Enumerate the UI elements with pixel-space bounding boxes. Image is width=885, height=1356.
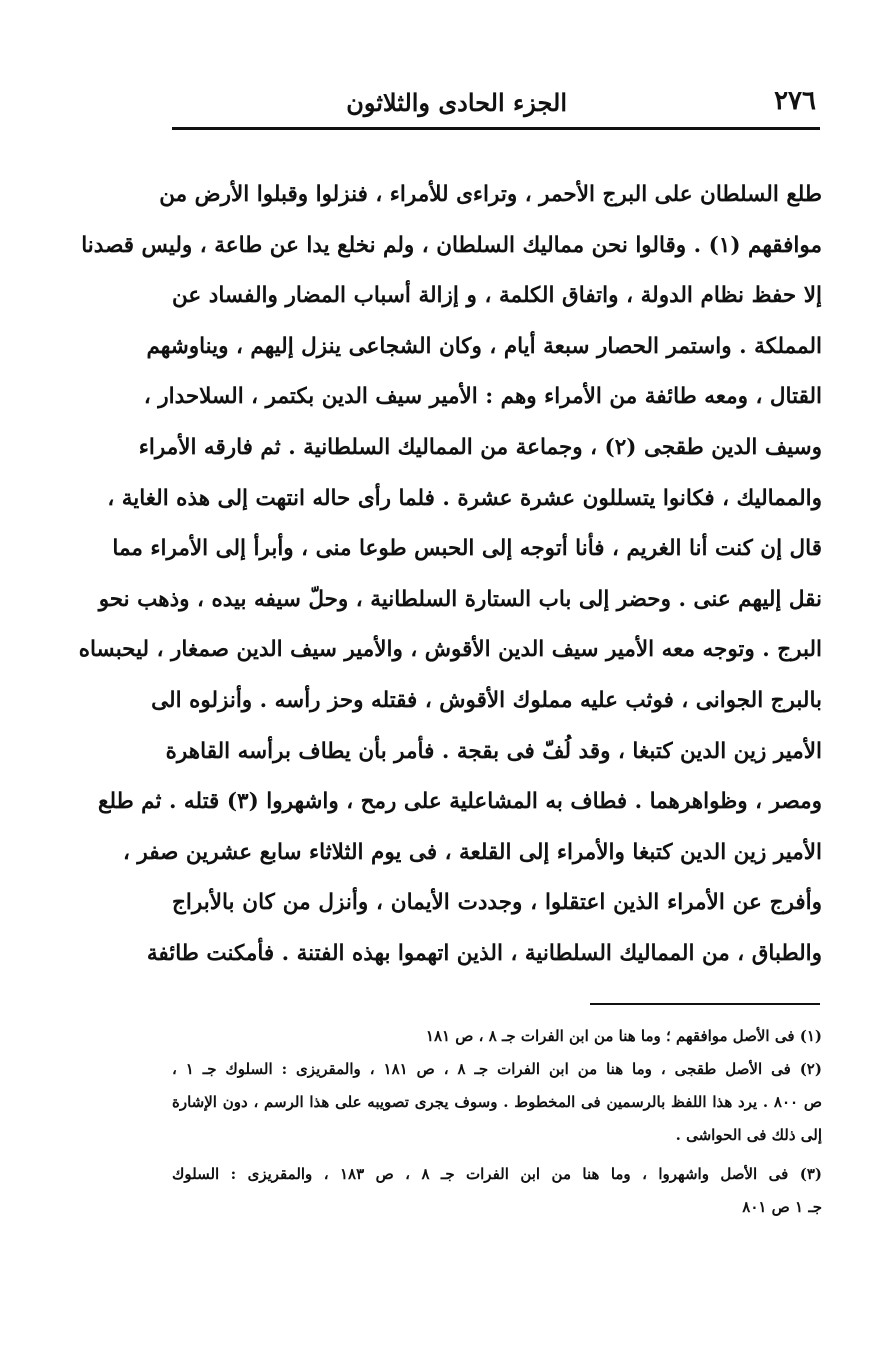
- text-line: نقل إليهم عنى . وحضر إلى باب الستارة السلطانية ، وحلّ سيفه بيده ، وذهب نحو: [98, 586, 822, 612]
- page-number: ٢٧٦: [774, 86, 816, 116]
- text-line: وسيف الدين طقجى (٢) ، وجماعة من المماليك السلطانية . ثم فارقه الأمراء: [138, 434, 822, 460]
- footnote-rule: [590, 1003, 820, 1005]
- text-line: ومصر ، وظواهرهما . فطاف به المشاعلية على رمح ، واشهروا (٣) قتله . ثم طلع: [98, 789, 822, 815]
- text-line: الأمير زين الدين كتبغا والأمراء إلى القلعة ، فى يوم الثلاثاء سابع عشرين صفر ،: [122, 839, 822, 865]
- text-line: بالبرج الجوانى ، فوثب عليه مملوك الأقوش ، فقتله وحز رأسه . وأنزلوه الى: [151, 687, 822, 713]
- text-line: طلع السلطان على البرج الأحمر ، وتراءى للأمراء ، فنزلوا وقبلوا الأرض من: [159, 182, 822, 207]
- header-rule: [172, 127, 820, 130]
- text-line: قال إن كنت أنا الغريم ، فأنا أتوجه إلى الحبس طوعا منى ، وأبرأ إلى الأمراء مما: [112, 536, 822, 562]
- text-line: المملكة . واستمر الحصار سبعة أيام ، وكان الشجاعى ينزل إليهم ، ويناوشهم: [146, 333, 822, 359]
- text-line: البرج . وتوجه معه الأمير سيف الدين الأقوش ، والأمير سيف الدين صمغار ، ليحبساه: [78, 637, 822, 663]
- footnotes: [172, 1020, 822, 1224]
- footnote-line: (٣) فى الأصل واشهروا ، وما هنا من ابن الفرات جـ ٨ ، ص ١٨٣ ، والمقريزى : السلوك: [172, 1165, 822, 1183]
- text-line: إلا حفظ نظام الدولة ، واتفاق الكلمة ، و إزالة أسباب المضار والفساد عن: [172, 283, 822, 309]
- running-title: الجزء الحادى والثلاثون: [346, 88, 567, 117]
- footnote-line: (١) فى الأصل موافقهم ؛ وما هنا من ابن الفرات جـ ٨ ، ص ١٨١: [425, 1027, 822, 1045]
- footnote-3: [172, 1158, 822, 1224]
- text-line: والطباق ، من المماليك السلطانية ، الذين اتهموا بهذه الفتنة . فأمكنت طائفة: [146, 940, 822, 966]
- text-line: وأفرج عن الأمراء الذين اعتقلوا ، وجددت الأيمان ، وأنزل من كان بالأبراج: [172, 890, 822, 916]
- footnote-line: إلى ذلك فى الحواشى .: [675, 1126, 822, 1144]
- text-line: والمماليك ، فكانوا يتسللون عشرة عشرة . فلما رأى حاله انتهت إلى هذه الغاية ،: [107, 485, 822, 511]
- text-line: موافقهم (١) . وقالوا نحن مماليك السلطان ، ولم نخلع يدا عن طاعة ، وليس قصدنا: [81, 232, 822, 258]
- text-line: الأمير زين الدين كتبغا ، وقد لُفّ فى بقجة . فأمر بأن يطاف برأسه القاهرة: [165, 738, 822, 764]
- main-text: [78, 170, 822, 980]
- footnote-1: [172, 1020, 822, 1053]
- footnote-2: [172, 1053, 822, 1152]
- footnote-line: (٢) فى الأصل طقجى ، وما هنا من ابن الفرات جـ ٨ ، ص ١٨١ ، والمقريزى : السلوك جـ ١ ،: [172, 1060, 822, 1078]
- footnote-line: جـ ١ ص ٨٠١: [742, 1198, 822, 1216]
- text-line: القتال ، ومعه طائفة من الأمراء وهم : الأمير سيف الدين بكتمر ، السلاحدار ،: [143, 384, 822, 410]
- footnote-line: ص ٨٠٠ . يرد هذا اللفظ بالرسمين فى المخطوط . وسوف يجرى تصويبه على هذا الرسم ، دون الإشارة: [172, 1093, 822, 1111]
- running-head: [172, 82, 822, 122]
